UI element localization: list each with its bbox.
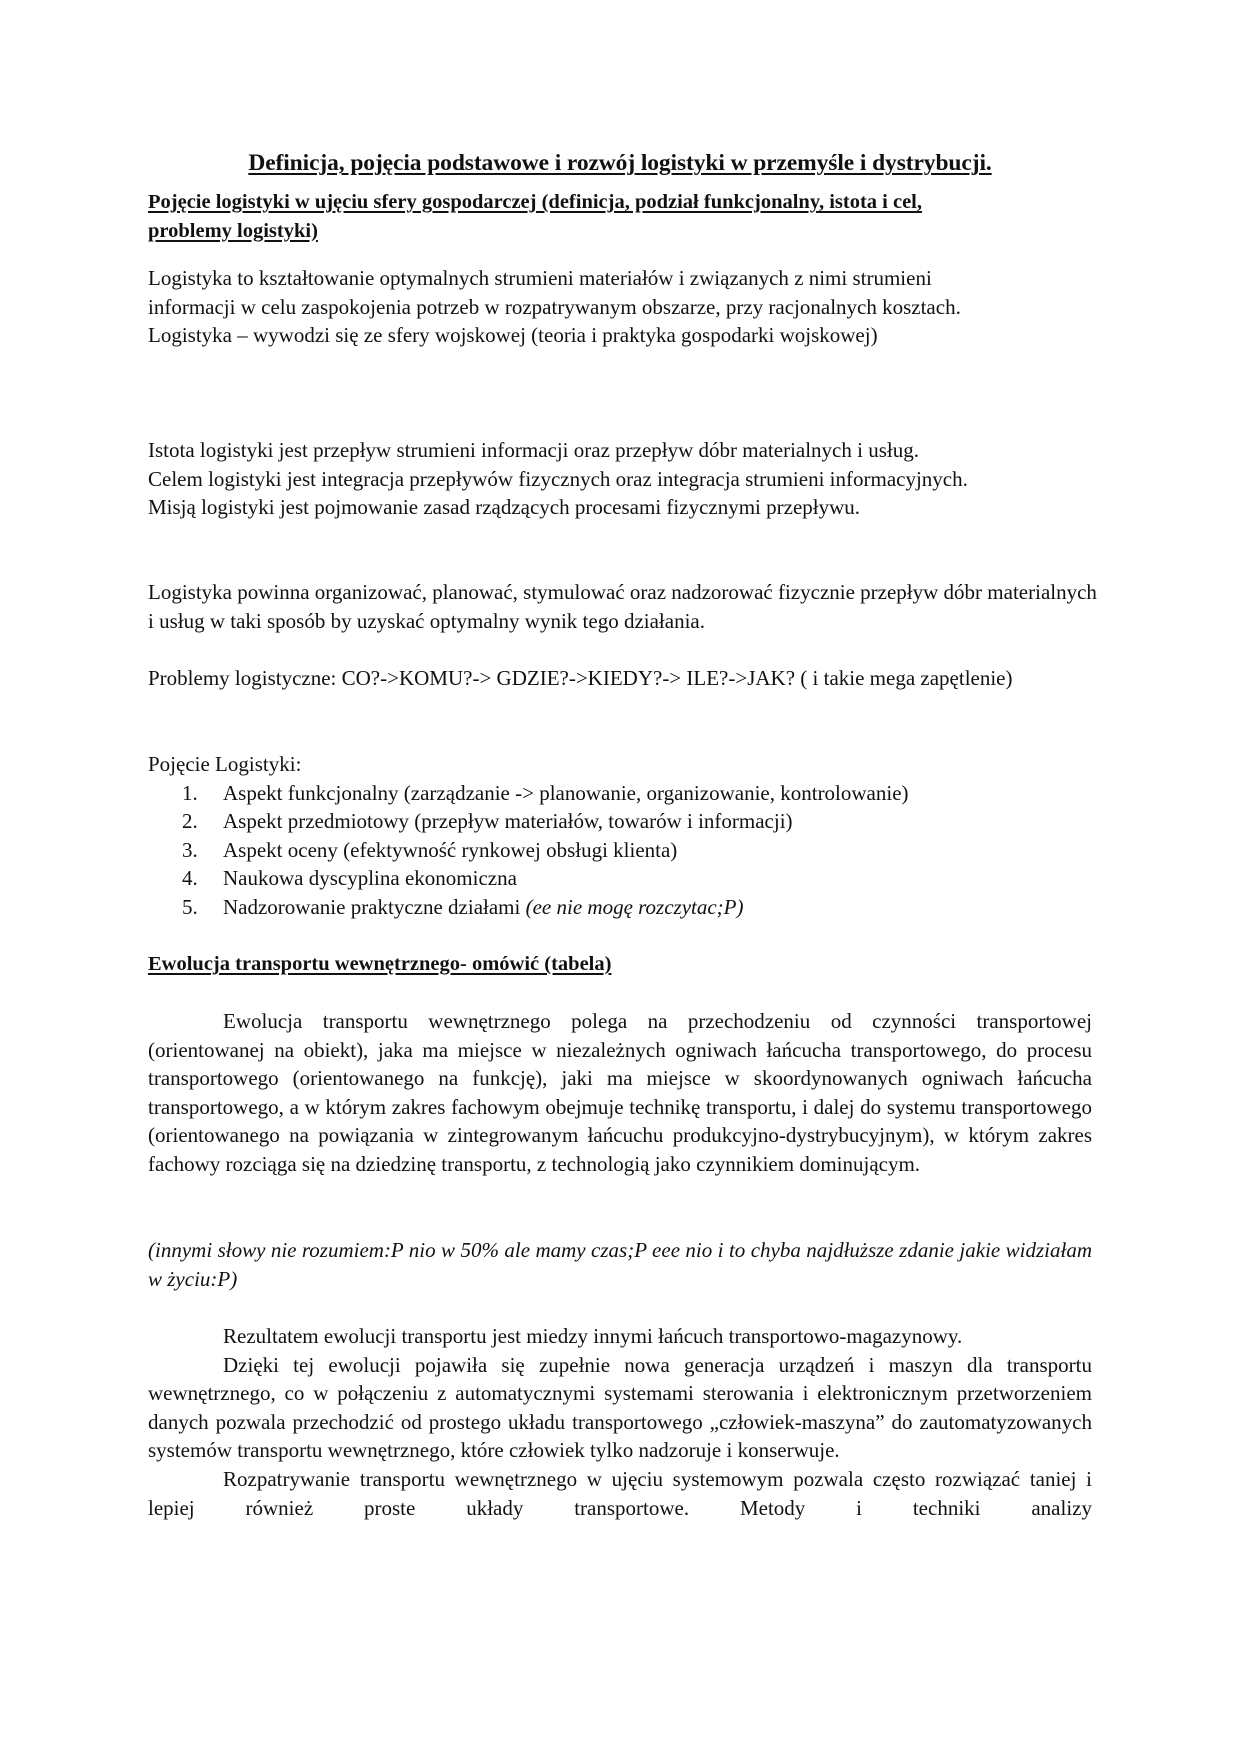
paragraph-essence-goal-mission — [148, 436, 1088, 522]
concept-list-label: Pojęcie Logistyki: — [148, 752, 302, 776]
list-item-number: 4. — [182, 866, 198, 891]
section-heading-text: Pojęcie logistyki w ujęciu sfery gospodarczej (definicja, podział funkcjonalny, istota i cel, problemy logistyki) — [148, 191, 922, 242]
section-heading-logistics-concept — [148, 188, 968, 245]
paragraph-text: Ewolucja transportu wewnętrznego polega na przechodzeniu od czynności transportowej (orientowanej na obiekt), jaka ma miejsce w niezależnych ogniwach łańcucha transportowego, do procesu transportowego (orientowanego na funkcję), jaki ma miejsce w skoordynowanych ogniwach łańcucha transportowego, a w którym zakres fachowym obejmuje technikę transportu, i dalej do systemu transportowego (orientowanego na powiązania w zintegrowanym łańcuchu produkcyjno-dystrybucyjnym), w którym zakres fachowy rozciąga się na dziedzinę transportu, z technologią jako czynnikiem dominującym. — [148, 1009, 1092, 1176]
concept-list-section — [148, 750, 1092, 922]
paragraph-should — [148, 578, 1098, 635]
paragraph-system: Rozpatrywanie transportu wewnętrznego w ujęciu systemowym pozwala często rozwiązać taniej i lepiej również proste układy transportowe. Metody i techniki analizy — [148, 1466, 1092, 1520]
paragraph-text: Logistyka powinna organizować, planować, stymulować oraz nadzorować fizycznie przepływ dóbr materialnych i usług w taki sposób by uzyskać optymalny wynik tego działania. — [148, 580, 1097, 633]
paragraph-evolution — [148, 1007, 1092, 1179]
list-item — [148, 836, 1092, 865]
paragraph-result: Rezultatem ewolucji transportu jest miedzy innymi łańcuch transportowo-magazynowy. — [223, 1324, 963, 1348]
list-item-note: (ee nie mogę rozczytac;P) — [525, 894, 744, 919]
list-item-number: 3. — [182, 837, 198, 862]
list-item-text: Naukowa dyscyplina ekonomiczna — [223, 866, 517, 891]
paragraph-mission: Misją logistyki jest pojmowanie zasad rządzących procesami fizycznymi przepływu. — [148, 495, 861, 520]
concept-list — [148, 779, 1092, 922]
paragraph-text: Problemy logistyczne: CO?->KOMU?-> GDZIE?->KIEDY?-> ILE?->JAK? ( i takie mega zapętlenie) — [148, 666, 1013, 690]
paragraph-comment — [148, 1236, 1092, 1293]
section-heading-text: Ewolucja transportu wewnętrznego- omówić (tabela) — [148, 953, 612, 975]
list-item — [148, 864, 1092, 893]
paragraph-text: (innymi słowy nie rozumiem:P nio w 50% ale mamy czas;P eee nio i to chyba najdłuższe zdanie jakie widziałam w życiu:P) — [148, 1238, 1092, 1291]
list-item — [148, 807, 1092, 836]
list-item-text: Aspekt przedmiotowy (przepływ materiałów, towarów i informacji) — [223, 809, 793, 834]
list-item-text: Aspekt funkcjonalny (zarządzanie -> planowanie, organizowanie, kontrolowanie) — [223, 780, 909, 805]
list-item-text: Aspekt oceny (efektywność rynkowej obsługi klienta) — [223, 837, 678, 862]
paragraph-goal: Celem logistyki jest integracja przepływów fizycznych oraz integracja strumieni informacyjnych. — [148, 466, 968, 491]
list-item-number: 2. — [182, 809, 198, 834]
document-title: Definicja, pojęcia podstawowe i rozwój logistyki w przemyśle i dystrybucji. — [248, 150, 992, 176]
list-item — [148, 893, 1092, 922]
list-item-number: 5. — [182, 894, 198, 919]
paragraph-essence: Istota logistyki jest przepływ strumieni informacji oraz przepływ dóbr materialnych i usług. — [148, 438, 919, 462]
list-item-number: 1. — [182, 780, 198, 805]
paragraph-result-group — [148, 1322, 1092, 1522]
section-heading-internal-transport-evolution — [148, 950, 1092, 979]
paragraph-problems — [148, 664, 1088, 693]
paragraph-thanks: Dzięki tej ewolucji pojawiła się zupełnie nowa generacja urządzeń i maszyn dla transportu wewnętrznego, co w połączeniu z automatycznymi systemami sterowania i elektronicznym przetworzeniem danych pozwala przechodzić od prostego układu transportowego „człowiek-maszyna” do zautomatyzowanych systemów transportu wewnętrznego, które człowiek tylko nadzoruje i konserwuje. — [148, 1352, 1092, 1463]
list-item — [148, 779, 1092, 808]
list-item-text: Nadzorowanie praktyczne działami — [223, 894, 526, 919]
paragraph-definition — [148, 264, 978, 350]
paragraph-text: Logistyka to kształtowanie optymalnych strumieni materiałów i związanych z nimi strumieni informacji w celu zaspokojenia potrzeb w rozpatrywanym obszarze, przy racjonalnych kosztach. Logistyka – wywodzi się ze sfery wojskowej (teoria i praktyka gospodarki wojskowej) — [148, 266, 961, 348]
